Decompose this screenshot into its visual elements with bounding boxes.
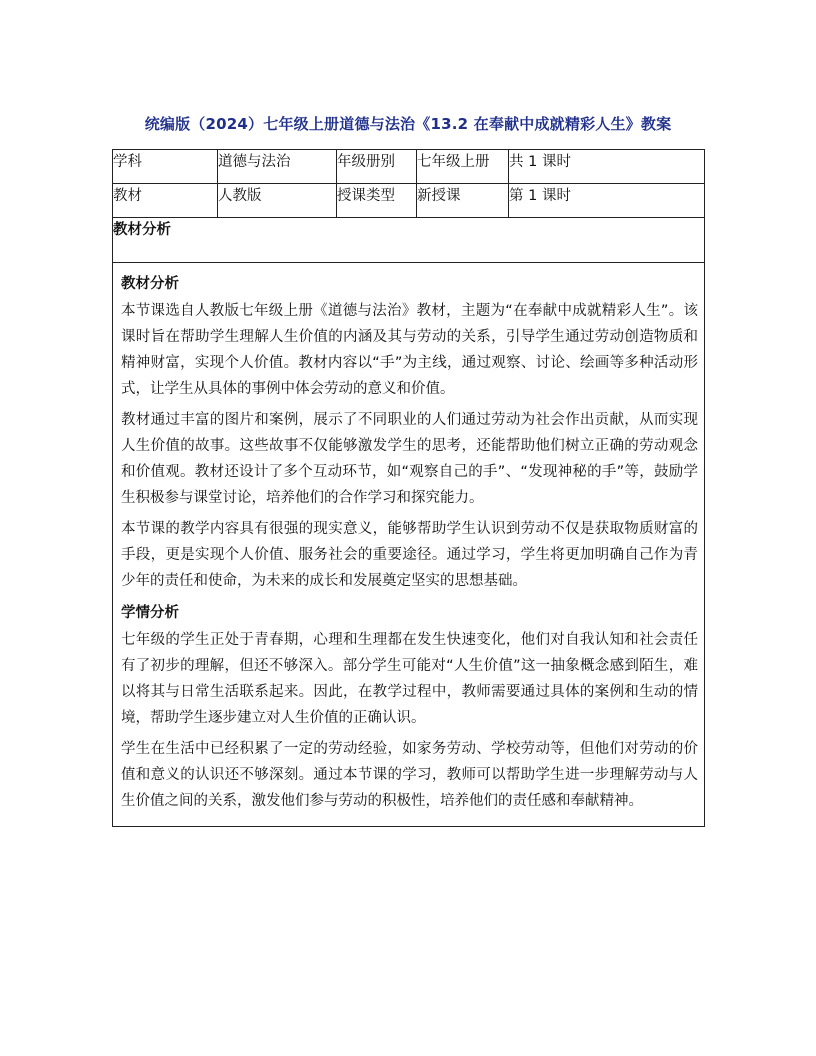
section-header: 教材分析: [113, 218, 705, 263]
textbook-value: 人教版: [218, 184, 337, 218]
info-row-textbook: [113, 184, 705, 218]
student-analysis-paragraph: 学生在生活中已经积累了一定的劳动经验，如家务劳动、学校劳动等，但他们对劳动的价值和意义的认识还不够深刻。通过本节课的学习，教师可以帮助学生进一步理解劳动与人生价值之间的关系，激发他们参与劳动的积极性，培养他们的责任感和奉献精神。: [121, 741, 698, 809]
student-analysis-paragraph: 七年级的学生正处于青春期，心理和生理都在发生快速变化，他们对自我认知和社会责任有了初步的理解，但还不够深入。部分学生可能对“人生价值”这一抽象概念感到陌生，难以将其与日常生活联系起来。因此，在教学过程中，教师需要通过具体的案例和生动的情境，帮助学生逐步建立对人生价值的正确认识。: [121, 632, 698, 726]
lesson-type-label: 授课类型: [337, 184, 417, 218]
textbook-analysis-paragraph: 本节课的教学内容具有很强的现实意义，能够帮助学生认识到劳动不仅是获取物质财富的手段，更是实现个人价值、服务社会的重要途径。通过学习，学生将更加明确自己作为青少年的责任和使命，为未来的成长和发展奠定坚实的思想基础。: [121, 521, 698, 589]
textbook-analysis-heading: 教材分析: [121, 276, 179, 292]
grade-label: 年级册别: [337, 150, 417, 184]
subject-value: 道德与法治: [218, 150, 337, 184]
lesson-plan-table: [112, 149, 705, 827]
section-header-row: [113, 218, 705, 263]
info-row-subject: [113, 150, 705, 184]
section-body-row: [113, 263, 705, 827]
section-body: [113, 263, 705, 827]
current-period: 第 1 课时: [509, 184, 705, 218]
subject-label: 学科: [113, 150, 218, 184]
document-title: 统编版（2024）七年级上册道德与法治《13.2 在奉献中成就精彩人生》教案: [144, 115, 672, 133]
lesson-type-value: 新授课: [417, 184, 509, 218]
student-analysis-heading: 学情分析: [121, 605, 179, 621]
grade-value: 七年级上册: [417, 150, 509, 184]
total-periods: 共 1 课时: [509, 150, 705, 184]
textbook-label: 教材: [113, 184, 218, 218]
textbook-analysis-paragraph: 教材通过丰富的图片和案例，展示了不同职业的人们通过劳动为社会作出贡献，从而实现人生价值的故事。这些故事不仅能够激发学生的思考，还能帮助他们树立正确的劳动观念和价值观。教材还设计了多个互动环节，如“观察自己的手”、“发现神秘的手”等，鼓励学生积极参与课堂讨论，培养他们的合作学习和探究能力。: [121, 412, 698, 506]
textbook-analysis-paragraph: 本节课选自人教版七年级上册《道德与法治》教材，主题为“在奉献中成就精彩人生”。该课时旨在帮助学生理解人生价值的内涵及其与劳动的关系，引导学生通过劳动创造物质和精神财富，实现个人价值。教材内容以“手”为主线，通过观察、讨论、绘画等多种活动形式，让学生从具体的事例中体会劳动的意义和价值。: [121, 303, 698, 397]
